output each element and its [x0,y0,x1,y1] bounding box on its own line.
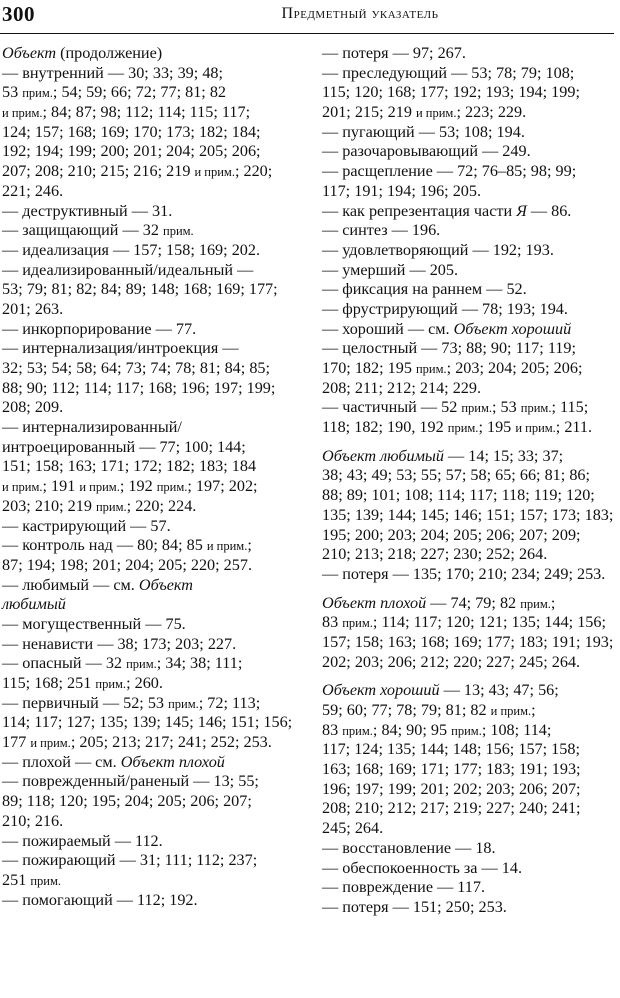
index-text: 83 [322,613,343,632]
index-text: ; 220; 224. [126,496,197,515]
index-text: — ненависти — 38; 173; 203; 227. [2,634,237,653]
index-line [2,694,294,714]
index-text: — фрустрирующий — 78; 193; 194. [322,299,568,318]
index-line [322,839,618,859]
index-text: — деструктивный — 31. [2,201,173,220]
index-line [322,300,618,320]
index-line [2,517,294,537]
index-text: 208; 209. [2,398,64,417]
index-line [2,654,294,674]
index-line [322,241,618,261]
index-line [2,83,294,103]
index-text: 53 [2,83,23,102]
index-line [322,653,618,673]
index-text: 203; 210; 219 [2,496,96,515]
index-note: прим. [342,723,373,738]
index-note: прим. [342,616,373,631]
index-line [2,576,294,596]
index-line [2,418,294,438]
index-text: — пожирающий — 31; 111; 112; 237; [2,851,258,870]
index-text: — пожираемый — 112. [2,831,163,850]
index-text: 163; 168; 169; 171; 177; 183; 191; 193; [322,760,581,779]
index-line [322,320,618,340]
index-line [2,832,294,852]
index-line [2,142,294,162]
index-line [322,447,618,467]
index-line [2,753,294,773]
index-text: — опасный — 32 [2,654,127,673]
index-text: 32; 53; 54; 58; 64; 73; 74; 78; 81; 84; 85; [2,359,271,377]
index-text: — умерший — 205. [322,260,459,279]
index-note: и прим. [79,480,120,495]
index-line [322,359,618,379]
index-line [322,545,618,565]
index-line [322,162,618,182]
index-line [2,221,294,241]
index-text: ; 84; 87; 98; 112; 114; 115; 117; [42,103,251,122]
index-line [2,674,294,694]
index-text: 115; 168; 251 [2,674,96,692]
index-column-left [2,44,294,910]
index-text: 117; 191; 194; 196; 205. [322,181,482,200]
index-note: прим. [30,873,61,888]
index-note: и прим. [2,106,43,121]
index-line [322,379,618,399]
index-text: — потеря — 97; 267. [322,44,466,62]
index-note: и прим. [2,480,43,495]
index-line [322,898,618,918]
index-text: 38; 43; 49; 53; 55; 57; 58; 65; 66; 81; 86; [322,466,591,485]
index-text: — потеря — 135; 170; 210; 234; 249; 253. [322,564,606,583]
index-line [2,103,294,123]
index-line [2,438,294,458]
index-text: ; 108; 114; [481,720,552,739]
index-line [2,871,294,891]
index-line [2,202,294,222]
index-line [2,536,294,556]
index-text: 208; 210; 212; 217; 219; 227; 240; 241; [322,799,581,818]
index-column-right [322,44,618,918]
index-line [2,162,294,182]
index-line [2,891,294,911]
index-line [322,103,618,123]
index-line [322,123,618,143]
index-note: и прим. [515,421,556,436]
index-text: ; 260. [126,674,163,692]
index-text: 202; 203; 206; 212; 220; 227; 245; 264. [322,652,581,671]
index-text: ; 54; 59; 66; 72; 77; 81; 82 [52,83,227,102]
index-line [322,261,618,281]
index-note: прим. [126,657,157,672]
index-line [2,261,294,281]
index-note: прим. [461,401,493,416]
index-line [2,398,294,418]
index-line [322,466,618,486]
index-line [2,792,294,812]
index-text: — хороший — см. [322,319,454,338]
index-line [2,457,294,477]
index-text: ; 192 [119,477,157,496]
index-note: прим. [156,480,188,495]
index-note: и прим. [206,539,248,554]
index-line [322,44,618,64]
index-line [2,713,294,733]
index-text: ; 220; [234,162,273,181]
entry-gap [322,672,618,681]
index-text: 221; 246. [2,181,64,200]
index-note: прим. [95,677,127,691]
index-line [322,760,618,780]
index-text: ; 205; 213; 217; 241; 252; 253. [70,733,272,752]
index-text: ; 53 [492,398,521,417]
index-line [2,477,294,497]
index-term: Объект любимый [322,446,444,465]
index-line [322,280,618,300]
index-line [2,733,294,753]
index-line [2,556,294,576]
index-line [322,740,618,760]
index-text: — внутренний — 30; 33; 39; 48; [2,63,223,82]
index-text: 195; 200; 203; 204; 205; 206; 207; 209; [322,525,581,544]
index-line [2,497,294,517]
index-line [2,123,294,143]
index-term: Объект плохой [120,752,225,771]
index-text: 201; 215; 219 [322,103,416,122]
index-line [322,878,618,898]
index-text: 157; 158; 163; 168; 169; 177; 183; 191; 193; [322,632,614,651]
index-line [2,379,294,399]
index-note: прим. [168,696,199,711]
index-line [322,701,618,721]
index-text: — любимый — см. [2,575,139,594]
index-text: 210; 213; 218; 227; 230; 252; 264. [322,545,548,564]
index-line [322,83,618,103]
index-text: 201; 263. [2,299,64,318]
index-text: — потеря — 151; 250; 253. [322,897,507,916]
index-line [322,633,618,653]
index-text: — 86. [526,201,572,220]
index-text: — 74; 79; 82 [426,593,521,612]
index-note: и прим. [194,165,235,180]
index-term: Объект [2,44,57,62]
index-text: 83 [322,720,343,739]
index-text: 251 [2,870,31,889]
index-text: ; 72; 113; [198,693,261,712]
index-text: 88; 89; 101; 108; 114; 117; 118; 119; 120; [322,486,595,505]
index-text: ; 34; 38; 111; [156,654,243,673]
index-text: ; 223; 229. [456,103,527,122]
index-text: ; [531,701,536,719]
index-text: — плохой — см. [2,752,121,771]
index-text: (продолжение) [56,44,163,62]
index-text: 207; 208; 210; 215; 216; 219 [2,162,195,181]
index-text: 53; 79; 81; 82; 84; 89; 148; 168; 169; 177; [2,280,278,299]
index-text: — идеализация — 157; 158; 169; 202. [2,240,261,259]
index-line [2,64,294,84]
index-line [322,819,618,839]
index-text: 59; 60; 77; 78; 79; 81; 82 [322,701,491,719]
index-line [2,339,294,359]
index-text: ; 114; 117; 120; 121; 135; 144; 156; [372,613,606,632]
index-line [322,780,618,800]
index-text: — помогающий — 112; 192. [2,890,198,909]
index-text: — 14; 15; 33; 37; [444,446,564,465]
index-note: прим. [520,401,552,416]
index-text: — разочаровывающий — 249. [322,142,531,161]
index-text: 114; 117; 127; 135; 139; 145; 146; 151; 156; [2,713,293,732]
index-term: Я [516,201,527,220]
index-line [322,142,618,162]
index-text: — синтез — 196. [322,221,441,240]
index-line [322,64,618,84]
index-line [322,339,618,359]
index-term: Объект плохой [322,593,427,612]
index-text: — повреждение — 117. [322,878,486,897]
index-text: — 13; 43; 47; 56; [439,681,559,700]
index-line [2,772,294,792]
index-line [2,595,294,615]
index-text: — обеспокоенность за — 14. [322,858,523,877]
entry-gap [322,585,618,594]
index-text: 135; 139; 144; 145; 146; 151; 157; 173; 183; [322,505,614,524]
index-text: — могущественный — 75. [2,614,186,633]
index-line [2,182,294,202]
index-note: и прим. [490,704,532,718]
index-text: 88; 90; 112; 114; 117; 168; 196; 197; 199; [2,378,276,397]
index-line [322,799,618,819]
index-text: 210; 216. [2,811,64,830]
index-line [322,681,618,701]
index-line [322,721,618,741]
index-text: ; 115; [551,398,589,417]
index-line [322,398,618,418]
index-line [2,44,294,64]
index-text: 115; 120; 168; 177; 192; 193; 194; 199; [322,83,580,102]
index-line [322,182,618,202]
index-text: — интернализация/интроекция — [2,339,239,358]
index-text: — расщепление — 72; 76–85; 98; 99; [322,162,577,181]
index-line [322,486,618,506]
index-line [322,221,618,241]
index-note: прим. [95,499,127,514]
index-text: — идеализированный/идеальный — [2,260,254,279]
index-text: ; 203; 204; 205; 206; [446,359,583,377]
index-text: — частичный — 52 [322,398,462,417]
index-line [2,320,294,340]
index-line [2,635,294,655]
index-text: — целостный — 73; 88; 90; 117; 119; [322,339,576,358]
index-text: 117; 124; 135; 144; 148; 156; 157; 158; [322,740,580,759]
index-term: Объект хороший [453,319,572,338]
index-text: 245; 264. [322,819,384,838]
index-text: — инкорпорирование — 77. [2,319,197,338]
index-note: прим. [415,362,447,376]
index-term: любимый [2,595,66,614]
index-text: ; 191 [42,477,80,496]
index-line [2,359,294,379]
index-text: 177 [2,733,31,752]
index-text: ; [247,536,252,555]
header-rule [0,33,614,34]
index-text: 170; 182; 195 [322,359,416,377]
index-note: прим. [520,596,551,611]
index-line [322,202,618,222]
index-text: 89; 118; 120; 195; 204; 205; 206; 207; [2,792,252,811]
index-term: Объект [138,575,193,594]
index-line [322,565,618,585]
index-note: и прим. [415,106,457,121]
index-line [322,526,618,546]
index-line [322,859,618,879]
index-text: — поврежденный/раненый — 13; 55; [2,772,259,791]
index-text: — кастрирующий — 57. [2,516,171,535]
index-text: — защищающий — 32 [2,221,163,240]
index-text: — интернализированный/ [2,418,182,437]
index-text: 196; 197; 199; 201; 202; 203; 206; 207; [322,779,581,798]
entry-gap [322,438,618,447]
index-text: — преследующий — 53; 78; 79; 108; [322,63,575,82]
index-text: ; 195 [478,418,516,437]
running-head: Предметный указатель [281,5,439,22]
index-line [322,418,618,438]
index-line [2,241,294,261]
index-line [2,280,294,300]
index-line [322,613,618,633]
index-note: прим. [163,224,194,239]
index-text: 208; 211; 212; 214; 229. [322,378,482,397]
index-text: — как репрезентация части [322,201,517,220]
index-text: ; 84; 90; 95 [372,720,452,739]
index-term: Объект хороший [322,681,440,700]
index-text: — первичный — 52; 53 [2,693,169,712]
index-line [322,506,618,526]
index-note: прим. [451,723,482,738]
index-text: ; 211. [555,418,593,437]
page-number: 300 [2,2,35,26]
index-text: 151; 158; 163; 171; 172; 182; 183; 184 [2,457,257,476]
index-note: прим. [22,86,53,101]
index-line [2,300,294,320]
index-text: — восстановление — 18. [322,838,496,857]
index-note: и прим. [30,736,71,751]
index-text: 118; 182; 190, 192 [322,418,448,437]
index-note: прим. [447,421,479,436]
index-text: — удовлетворяющий — 192; 193. [322,240,554,259]
index-line [2,851,294,871]
index-line [2,615,294,635]
index-line [322,594,618,614]
index-text: — пугающий — 53; 108; 194. [322,122,525,141]
index-text: ; [550,593,556,612]
index-text: 87; 194; 198; 201; 204; 205; 220; 257. [2,555,253,574]
index-line [2,812,294,832]
index-text: — контроль над — 80; 84; 85 [2,536,207,555]
index-text: 192; 194; 199; 200; 201; 204; 205; 206; [2,142,261,161]
index-text: — фиксация на раннем — 52. [322,280,527,299]
index-text: ; 197; 202; [187,477,258,496]
index-text: интроецированный — 77; 100; 144; [2,437,246,456]
index-text: 124; 157; 168; 169; 170; 173; 182; 184; [2,122,261,141]
